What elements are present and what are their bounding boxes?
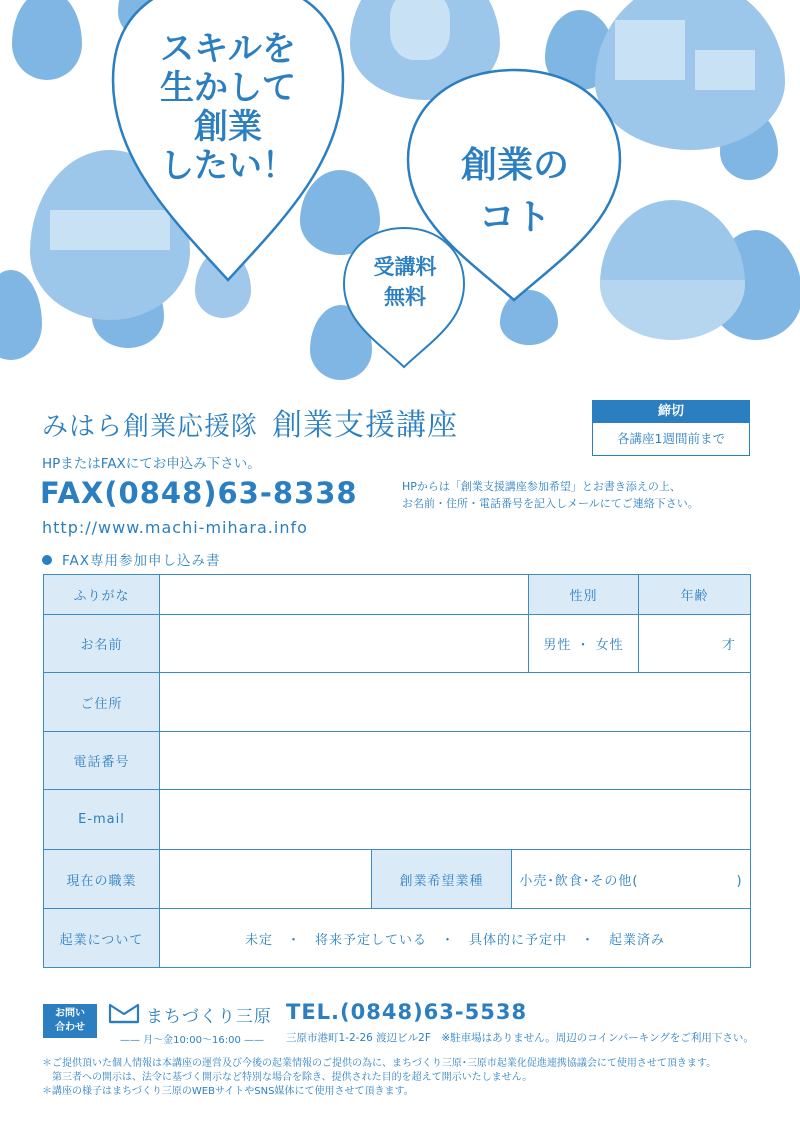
course-title: 創業支援講座 [272, 408, 459, 443]
deadline-box [592, 400, 750, 456]
email-label: E-mail [44, 790, 160, 850]
fax-number: FAX(0848)63-8338 [40, 476, 358, 510]
decor-drop [0, 270, 42, 360]
brand-name: みはら創業応援隊 [42, 412, 259, 442]
age-input[interactable] [639, 615, 750, 673]
phone-label: 電話番号 [44, 732, 160, 790]
occupation-label: 現在の職業 [44, 850, 160, 909]
org-name: まちづくり三原 [146, 1007, 272, 1027]
status-options[interactable]: 未定 ・ 将来予定している ・ 具体的に予定中 ・ 起業済み [160, 909, 750, 967]
office-hours: —— 月～金10:00～16:00 —— [120, 1035, 264, 1046]
hp-note: HPからは「創業支援講座参加希望」とお書き添えの上、 お名前・住所・電話番号を記入しメールにてご連絡下さい。 [402, 480, 699, 510]
address-input[interactable] [160, 673, 750, 732]
business-type-options[interactable]: 小売･飲食･その他( ) [512, 850, 750, 909]
phone-input[interactable] [160, 732, 750, 790]
heart-main-text: スキルを 生かして 創業 したい！ [160, 29, 296, 187]
age-unit: 才 [721, 638, 736, 653]
furigana-input[interactable] [160, 575, 529, 615]
apply-note: HPまたはFAXにてお申込み下さい。 [42, 456, 261, 472]
age-label: 年齢 [639, 575, 750, 615]
bullet-icon [42, 555, 52, 565]
website-link[interactable]: http://www.machi-mihara.info [42, 518, 308, 537]
status-label: 起業について [44, 909, 160, 967]
gender-options[interactable]: 男性 ・ 女性 [529, 615, 639, 673]
deadline-value: 各講座1週間前まで [617, 431, 725, 446]
occupation-input[interactable] [160, 850, 372, 909]
name-label: お名前 [44, 615, 160, 673]
application-form [43, 574, 751, 968]
hero-visual [0, 0, 800, 390]
deadline-label: 締切 [593, 401, 749, 423]
name-input[interactable] [160, 615, 529, 673]
heart-sub-text: 創業の コト [460, 145, 569, 239]
privacy-notes: ＊ご提供頂いた個人情報は本講座の運営及び今後の起業情報のご提供の為に、まちづくり三原･三原市起業化促進連携協議会にて使用させて頂きます。 第三者への開示は、法令に基づく開示など特別な場合を除き、提供された目的を超えて開示いたしません。 ＊講座の様子はまちづくり三原のWEBサイトやSNS媒体にて使用させて頂きます。 [42, 1058, 717, 1097]
contact-badge: お問い 合わせ [43, 1004, 97, 1038]
form-title: FAX専用参加申し込み書 [42, 549, 221, 569]
furigana-label: ふりがな [44, 575, 160, 615]
phone-number[interactable]: TEL.(0848)63-5538 [286, 1000, 528, 1024]
decor-drop [12, 0, 82, 80]
org-logo-icon [108, 1002, 140, 1024]
email-input[interactable] [160, 790, 750, 850]
gender-label: 性別 [529, 575, 639, 615]
free-tuition-text: 受講料 無料 [373, 255, 437, 310]
address-label: ご住所 [44, 673, 160, 732]
brand-title [42, 400, 458, 444]
business-type-label: 創業希望業種 [372, 850, 512, 909]
office-address: 三原市港町1-2-26 渡辺ビル2F ※駐車場はありません。周辺のコインパーキングをご利用下さい。 [286, 1032, 754, 1044]
